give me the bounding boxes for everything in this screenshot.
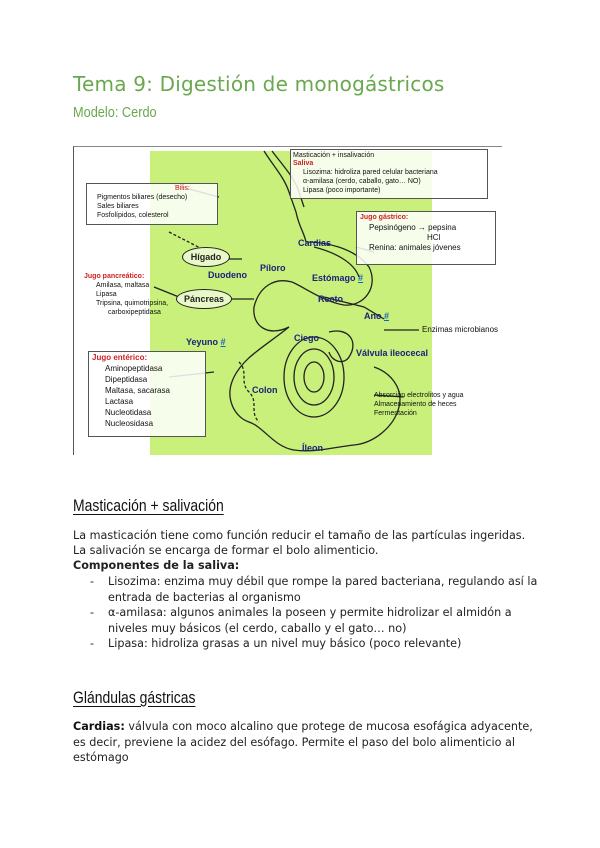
bilis-title: Bilis: [175,185,190,192]
bilis-item: Sales biliares [97,203,139,210]
colon-note: Fermentación [374,410,417,417]
stomach-label: Estómago # [312,273,364,283]
rectum-label: Recto [318,294,344,304]
cecum-label: Ciego [294,333,320,343]
enteric-juice-item: Maltasa, sacarasa [105,386,170,395]
gastric-juice-box [356,211,496,265]
pancreatic-juice-item: Lipasa [96,291,117,298]
cardias-label: Cardias [298,238,332,248]
bilis-item: Pigmentos biliares (desecho) [97,194,188,201]
cardias-description: válvula con moco alcalino que protege de mucosa esofágica adyacente, es decir, previene la acidez del esófago. Permite el paso del bolo alimenticio al estómago [73,720,533,764]
anus-link[interactable]: # [384,311,390,321]
saliva-components-label: Componentes de la saliva: [73,559,240,572]
stomach-link[interactable]: # [358,273,364,283]
ileocecal-valve-label: Válvula ileocecal [356,348,429,358]
enteric-juice-item: Dipeptidasa [105,375,148,384]
saliva-item: α-amilasa (cerdo, caballo, gato… NO) [303,178,421,185]
ileum-label: Íleon [302,443,324,453]
gastric-juice-item: HCl [427,233,441,242]
pancreatic-juice-item: Tripsina, quimotripsina, [96,300,169,307]
saliva-heading: Masticación + insalivación [293,152,375,159]
gastric-juice-item: Renina: animales jóvenes [369,243,461,252]
cardias-paragraph [73,719,543,766]
colon-spiral-inner [304,362,324,392]
colon-spiral-mid [294,349,334,405]
gastric-juice-item: Pepsinógeno → pepsina [369,223,457,232]
jejunum-link[interactable]: # [220,337,226,347]
saliva-item: Lisozima: hidroliza pared celular bacteriana [303,169,438,176]
duodenum-label: Duodeno [208,270,247,280]
section-heading-gastric-glands: Glándulas gástricas [73,688,196,707]
liver-label: Hígado [182,247,230,267]
colon-label: Colon [252,385,278,395]
cardias-term: Cardias: [73,720,125,733]
page-title: Tema 9: Digestión de monogástricos [73,72,445,96]
page-subtitle: Modelo: Cerdo [73,104,157,121]
pancreatic-juice-item: Amilasa, maltasa [96,282,150,289]
anus-label: Ano # [364,311,390,321]
saliva-title: Saliva [293,160,314,167]
enteric-juice-item: Lactasa [105,397,134,406]
digestive-system-figure [73,146,502,455]
saliva-box [290,149,488,199]
list-item: - Lisozima: enzima muy débil que rompe la pared bacteriana, regulando así la entrada de bacterias al organismo [90,574,540,605]
pancreatic-arrow [154,287,179,297]
colon-note: Almacenamiento de heces [374,401,457,408]
duodenum-path [254,281,292,331]
pylorus-label: Píloro [260,263,286,273]
pancreas-label: Páncreas [176,289,232,309]
gastric-juice-title: Jugo gástrico: [360,214,409,221]
enteric-juice-title: Jugo entérico: [92,353,148,362]
saliva-item: Lipasa (poco importante) [303,187,381,194]
list-item: - Lipasa: hidroliza grasas a un nivel muy básico (poco relevante) [90,636,540,652]
enteric-juice-item: Nucleosidasa [105,419,154,428]
pancreatic-juice-item: carboxipeptidasa [108,309,161,316]
mastication-text: La masticación tiene como función reducir el tamaño de las partículas ingeridas. [73,529,526,542]
colon-note: Absorción electrolitos y agua [374,392,464,399]
pancreatic-juice-title: Jugo pancreático: [84,273,145,280]
list-item: - α-amilasa: algunos animales la poseen y permite hidrolizar el almidón a niveles muy básicos (el cerdo, caballo y el gato… no) [90,605,540,636]
section-heading-mastication: Masticación + salivación [73,496,224,515]
saliva-components-list [90,574,540,652]
bilis-box [86,183,218,225]
bilis-item: Fosfolípidos, colesterol [97,212,169,219]
jejunum-label: Yeyuno # [186,337,226,347]
enteric-juice-item: Nucleotidasa [105,408,152,417]
enteric-juice-box [88,351,206,437]
enzymes-label: Enzimas microbianos [422,325,499,334]
salivation-text: La salivación se encarga de formar el bolo alimenticio. [73,544,379,557]
enteric-juice-item: Aminopeptidasa [105,364,163,373]
